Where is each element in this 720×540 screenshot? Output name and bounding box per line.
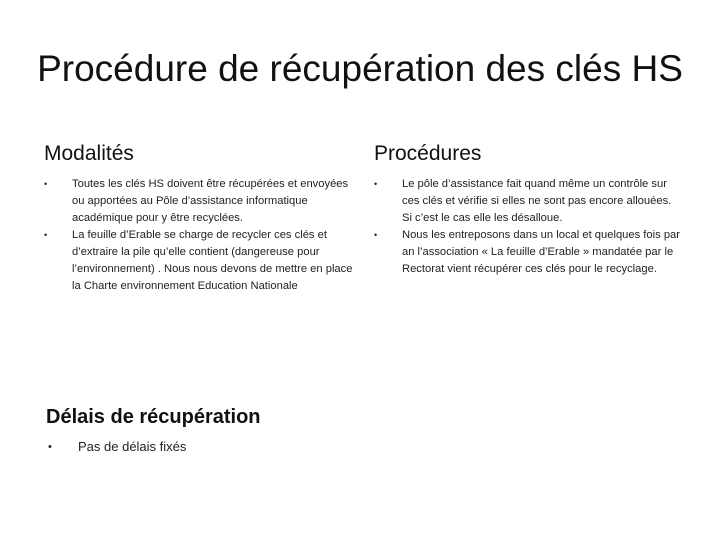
bullet-icon: •: [44, 179, 48, 189]
modalites-item-text: Toutes les clés HS doivent être récupérées et envoyées ou apportées au Pôle d’assistance informatique académique pour y être recyclées.: [72, 178, 349, 224]
list-item: [374, 176, 684, 227]
delais-heading: Délais de récupération: [46, 406, 261, 428]
procedures-item-text: Le pôle d’assistance fait quand même un contrôle sur ces clés et vérifie si elles ne sont pas encore allouées. Si c’est le cas elle les désalloue.: [402, 178, 672, 224]
bullet-icon: •: [374, 179, 378, 189]
modalites-item-text: La feuille d’Erable se charge de recycler ces clés et d’extraire la pile qu’elle contient (dangereuse pour l’environnement) . Nous nous devons de mettre en place la Charte environnement Education Nationale: [72, 229, 353, 292]
bullet-icon: •: [44, 230, 48, 240]
list-item: [48, 438, 348, 456]
delais-item-text: Pas de délais fixés: [78, 439, 187, 454]
list-item: [44, 227, 354, 295]
procedures-heading: Procédures: [374, 142, 482, 165]
procedures-item-text: Nous les entreposons dans un local et quelques fois par an l’association « La feuille d’Erable » mandatée par le Rectorat vient récupérer ces clés pour le recyclage.: [402, 229, 680, 275]
modalites-heading: Modalités: [44, 142, 134, 165]
bullet-icon: •: [374, 230, 378, 240]
list-item: [374, 227, 684, 278]
list-item: [44, 176, 354, 227]
bullet-icon: •: [48, 441, 52, 453]
slide-title: Procédure de récupération des clés HS: [37, 48, 683, 89]
procedures-list: [374, 176, 684, 278]
delais-list: [48, 438, 348, 456]
modalites-list: [44, 176, 354, 295]
